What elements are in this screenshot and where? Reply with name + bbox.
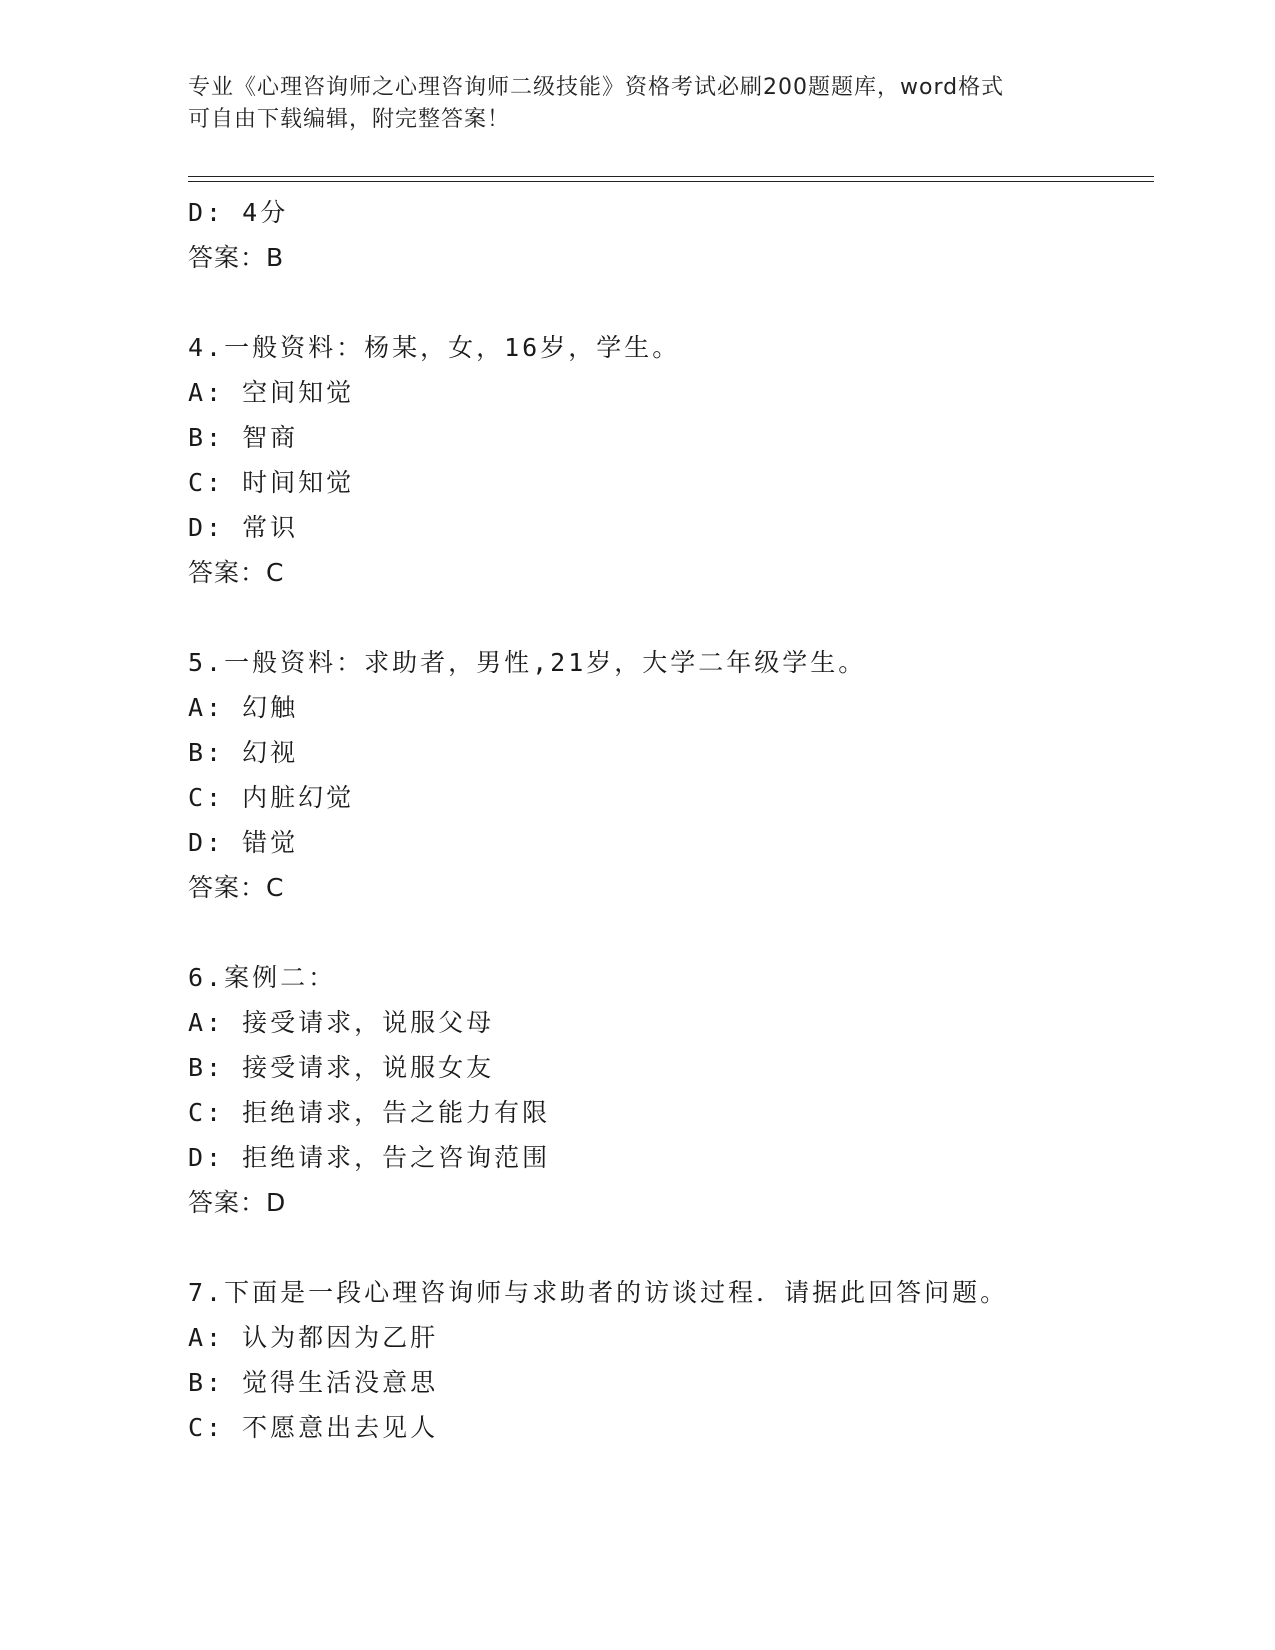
question-stem: 4.一般资料：杨某，女，16岁，学生。 [188, 333, 681, 362]
option-d: D: 错觉 [188, 828, 299, 857]
answer: 答案：D [188, 1188, 287, 1217]
option-c: C: 不愿意出去见人 [188, 1413, 439, 1442]
option-a: A: 幻触 [188, 693, 299, 722]
option-a: A: 空间知觉 [188, 378, 355, 407]
question-stem: 5.一般资料：求助者，男性,21岁，大学二年级学生。 [188, 648, 867, 677]
answer: 答案：C [188, 558, 285, 587]
option-d: D: 常识 [188, 513, 299, 542]
option-a: A: 接受请求，说服父母 [188, 1008, 495, 1037]
option-d: D: 4分 [188, 198, 289, 227]
answer: 答案：B [188, 243, 285, 272]
spacer [188, 1225, 1148, 1270]
option-c: C: 内脏幻觉 [188, 783, 355, 812]
question-list [188, 190, 1148, 1450]
question-stem: 7.下面是一段心理咨询师与求助者的访谈过程．请据此回答问题。 [188, 1278, 1009, 1307]
option-a: A: 认为都因为乙肝 [188, 1323, 439, 1352]
answer: 答案：C [188, 873, 285, 902]
option-c: C: 拒绝请求，告之能力有限 [188, 1098, 551, 1127]
header-divider-top [188, 176, 1154, 177]
header-title-line-2: 可自由下载编辑，附完整答案！ [188, 107, 511, 132]
previous-question-tail [188, 190, 1148, 280]
option-b: B: 觉得生活没意思 [188, 1368, 439, 1397]
question-4 [188, 325, 1148, 595]
option-b: B: 智商 [188, 423, 299, 452]
header-divider-bottom [188, 181, 1154, 182]
document-header [188, 72, 1088, 136]
option-c: C: 时间知觉 [188, 468, 355, 497]
option-b: B: 接受请求，说服女友 [188, 1053, 495, 1082]
spacer [188, 910, 1148, 955]
header-title-line-1: 专业《心理咨询师之心理咨询师二级技能》资格考试必刷200题题库，word格式 [188, 75, 1005, 100]
option-d: D: 拒绝请求，告之咨询范围 [188, 1143, 551, 1172]
spacer [188, 280, 1148, 325]
question-5 [188, 640, 1148, 910]
question-stem: 6.案例二： [188, 963, 337, 992]
question-7 [188, 1270, 1148, 1450]
spacer [188, 595, 1148, 640]
question-6 [188, 955, 1148, 1225]
option-b: B: 幻视 [188, 738, 299, 767]
